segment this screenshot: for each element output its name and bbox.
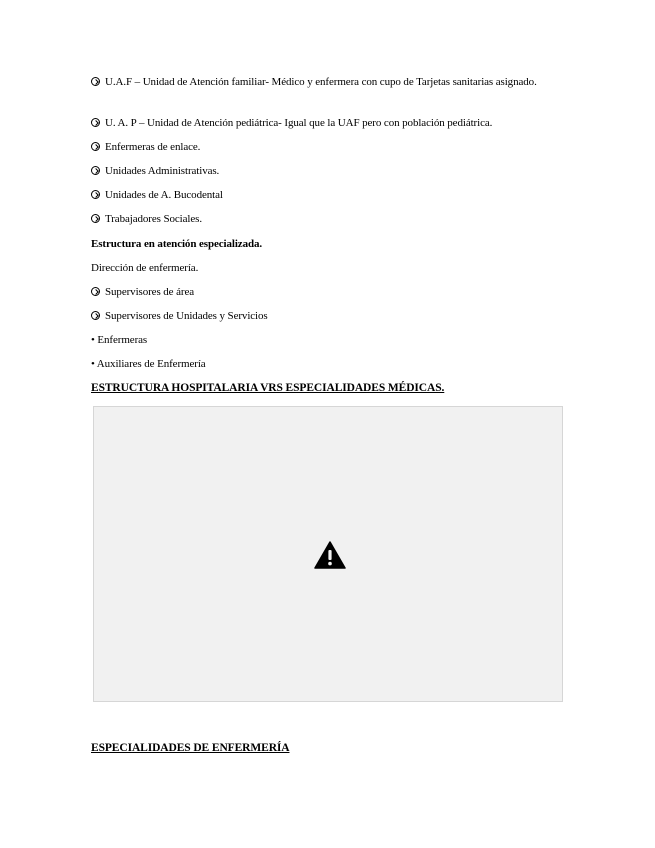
circle-arrow-bullet-icon bbox=[91, 190, 100, 199]
circle-arrow-bullet-icon bbox=[91, 214, 100, 223]
list-item-supervisores-area: Supervisores de área bbox=[91, 284, 563, 300]
broken-image-placeholder bbox=[93, 406, 563, 702]
sub-item-auxiliares: • Auxiliares de Enfermería bbox=[91, 358, 206, 370]
heading-hospital-structure: ESTRUCTURA HOSPITALARIA VRS ESPECIALIDADES MÉDICAS. bbox=[91, 382, 445, 394]
list-item-bucodental: Unidades de A. Bucodental bbox=[91, 187, 563, 203]
circle-arrow-bullet-icon bbox=[91, 77, 100, 86]
list-item-uaf: U.A.F – Unidad de Atención familiar- Médico y enfermera con cupo de Tarjetas sanitarias asignado. bbox=[91, 74, 563, 90]
circle-arrow-bullet-icon bbox=[91, 142, 100, 151]
heading-nursing-specialties: ESPECIALIDADES DE ENFERMERÍA bbox=[91, 742, 290, 754]
circle-arrow-bullet-icon bbox=[91, 166, 100, 175]
circle-arrow-bullet-icon bbox=[91, 311, 100, 320]
section-title-specialized: Estructura en atención especializada. bbox=[91, 238, 263, 250]
list-item-uap: U. A. P – Unidad de Atención pediátrica- Igual que la UAF pero con población pediátrica. bbox=[91, 115, 563, 131]
section-intro: Dirección de enfermería. bbox=[91, 262, 199, 274]
list-item-supervisores-unidades: Supervisores de Unidades y Servicios bbox=[91, 308, 563, 324]
list-item-administrativas: Unidades Administrativas. bbox=[91, 163, 563, 179]
list-item-enlace: Enfermeras de enlace. bbox=[91, 139, 563, 155]
circle-arrow-bullet-icon bbox=[91, 118, 100, 127]
sub-item-enfermeras: • Enfermeras bbox=[91, 334, 148, 346]
list-item-sociales: Trabajadores Sociales. bbox=[91, 211, 563, 227]
warning-icon bbox=[314, 541, 346, 569]
circle-arrow-bullet-icon bbox=[91, 287, 100, 296]
